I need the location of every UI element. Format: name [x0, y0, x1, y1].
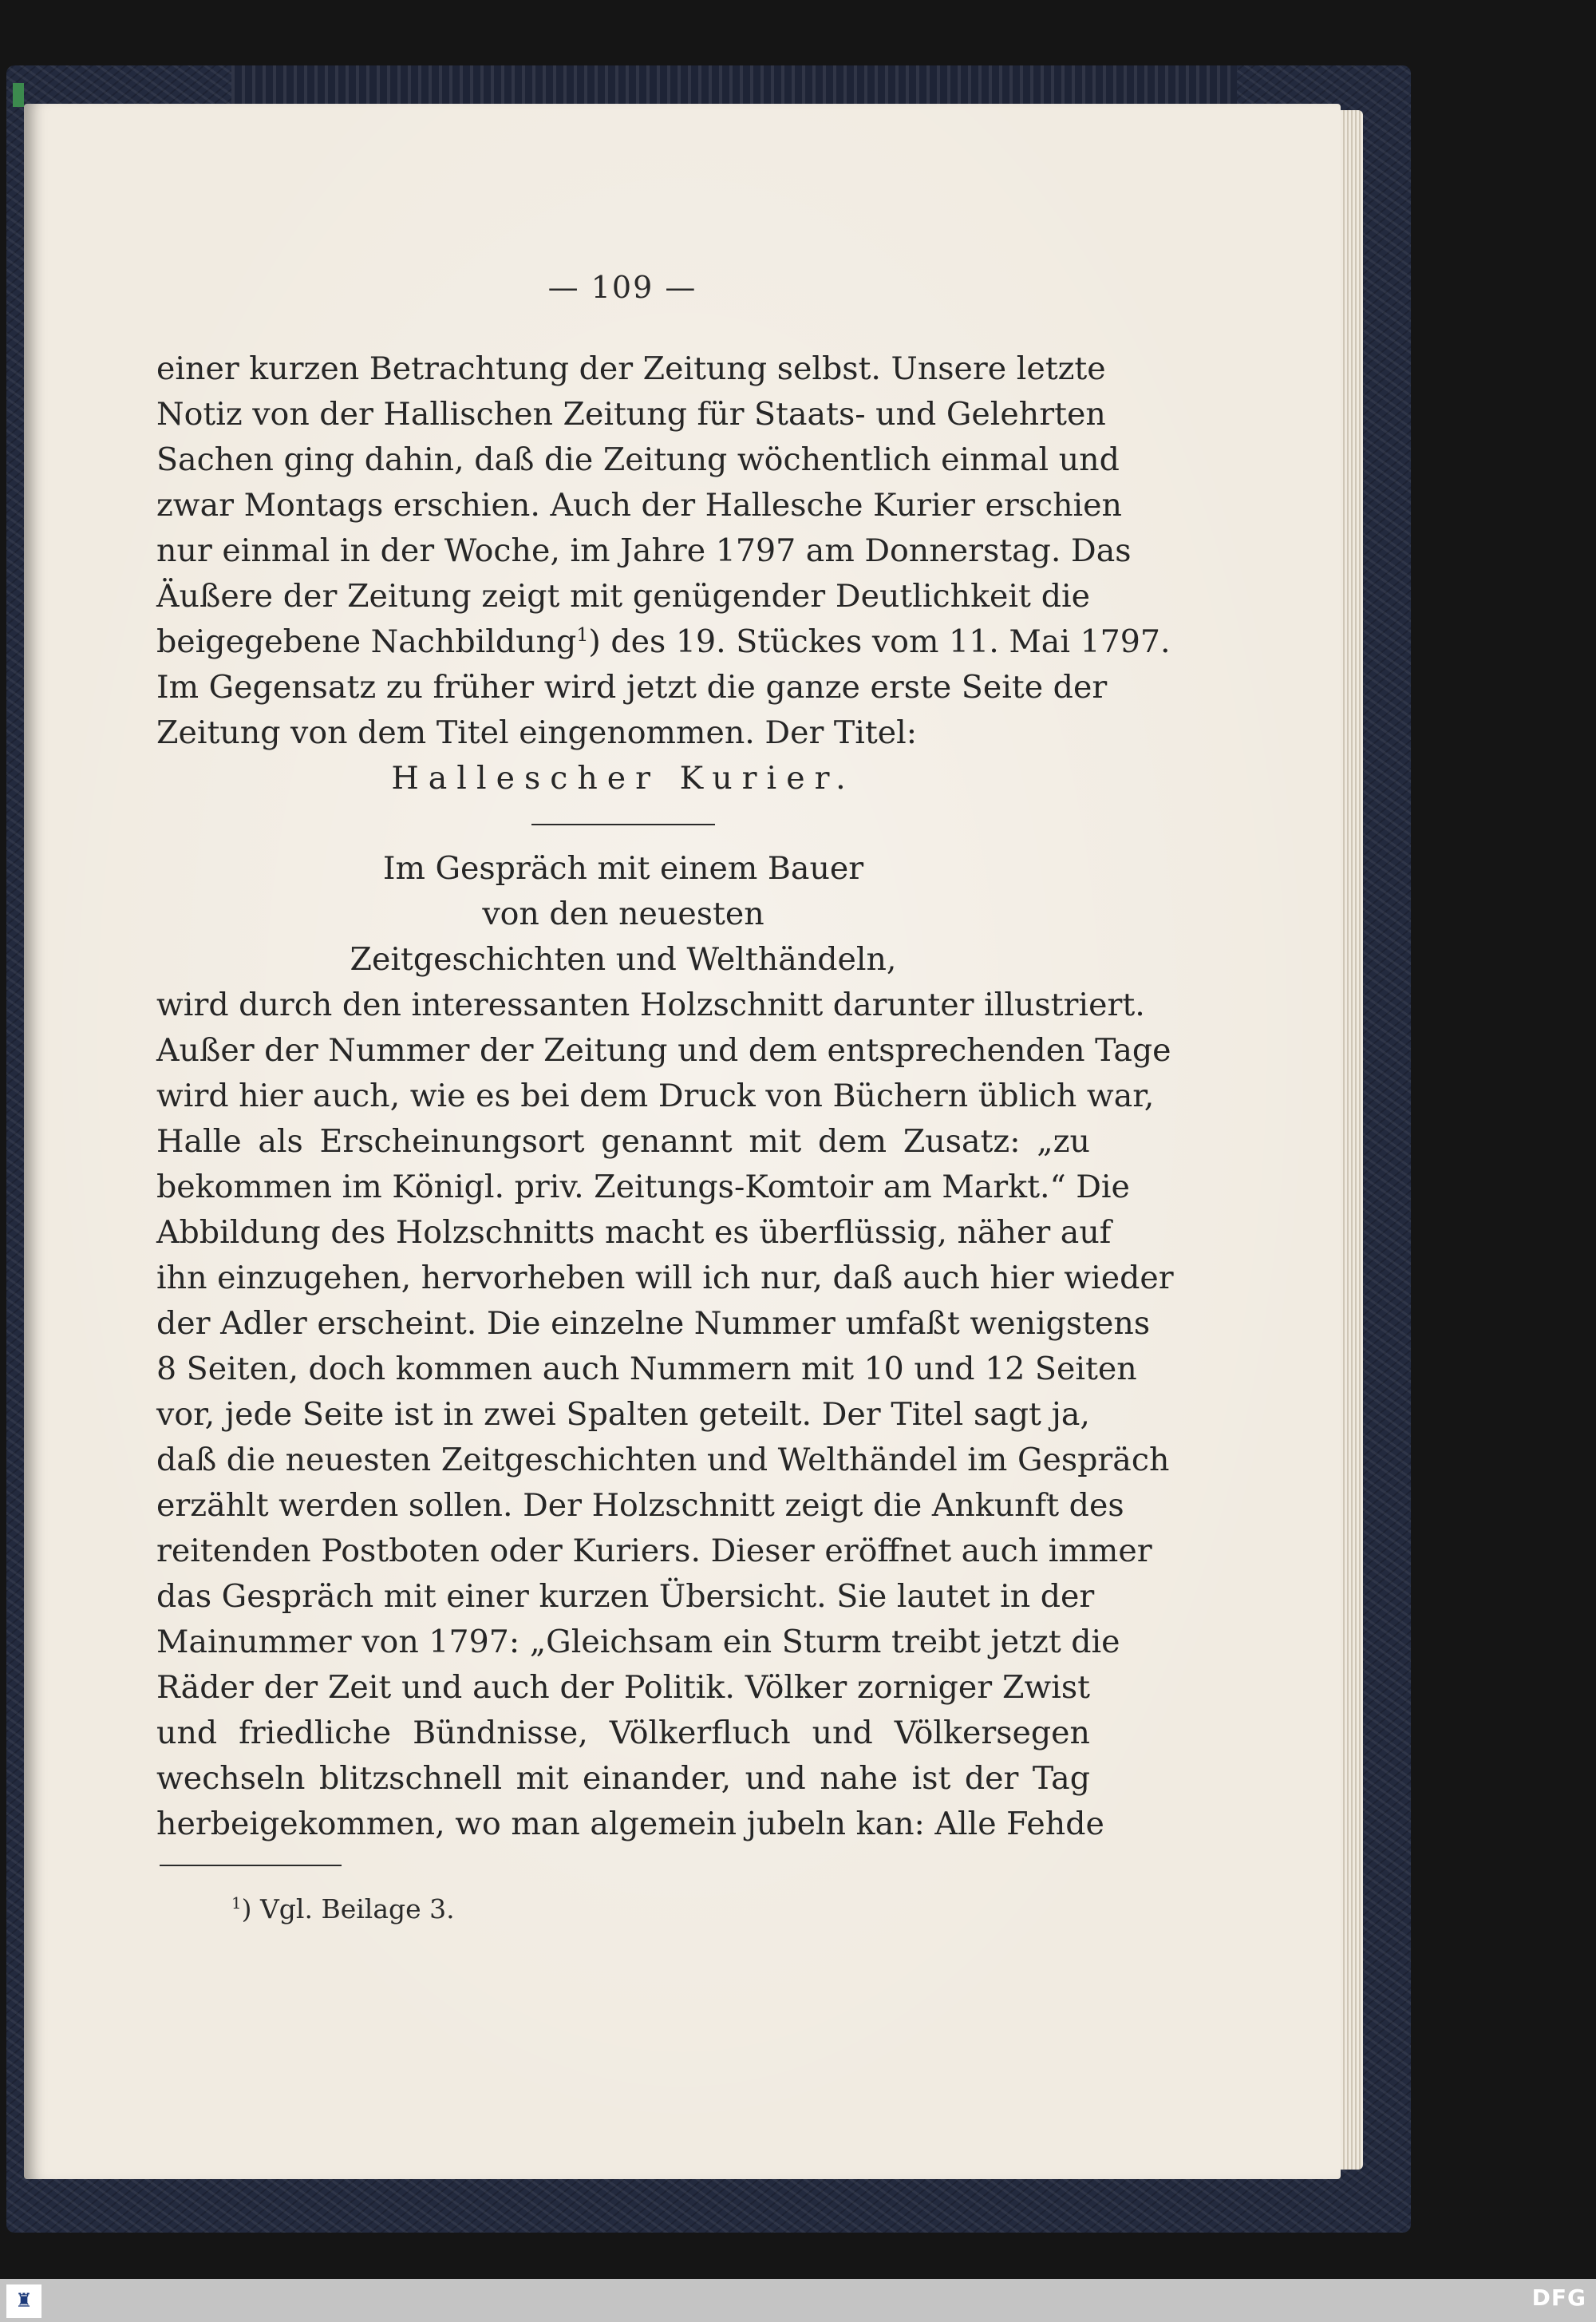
- page-number: — 109 —: [547, 270, 697, 305]
- text-line: zwar Montags erschien. Auch der Hallesche Kurier erschien: [156, 487, 1122, 524]
- text-line: daß die neuesten Zeitgeschichten und Welthändel im Gespräch: [156, 1442, 1170, 1478]
- text-line: Zeitung von dem Titel eingenommen. Der Titel:: [156, 714, 918, 751]
- text-line: erzählt werden sollen. Der Holzschnitt zeigt die Ankunft des: [156, 1487, 1124, 1524]
- cover-top-edge: [231, 65, 1237, 109]
- newspaper-title: Hallescher Kurier.: [391, 760, 855, 797]
- subtitle-line: von den neuesten: [482, 896, 764, 932]
- text-line: Notiz von der Hallischen Zeitung für Staats- und Gelehrten: [156, 396, 1106, 433]
- text-line-with-footnote-ref: [156, 619, 1171, 665]
- viewer-bottom-bar: [0, 2279, 1596, 2322]
- text-span: ) des 19. Stückes vom 11. Mai 1797.: [588, 623, 1171, 660]
- body-text: [156, 346, 1174, 1847]
- text-span: beigegebene Nachbildung: [156, 623, 577, 660]
- text-line: reitenden Postboten oder Kuriers. Dieser eröffnet auch immer: [156, 1533, 1152, 1569]
- subtitle-line: Zeitgeschichten und Welthändeln,: [350, 941, 897, 978]
- library-crest-icon[interactable]: ♜: [6, 2284, 41, 2318]
- text-line: Äußere der Zeitung zeigt mit genügender Deutlichkeit die: [156, 578, 1090, 615]
- text-line: Räder der Zeit und auch der Politik. Völker zorniger Zwist: [156, 1669, 1090, 1706]
- text-line: 8 Seiten, doch kommen auch Nummern mit 10 und 12 Seiten: [156, 1351, 1137, 1387]
- text-line: Mainummer von 1797: „Gleichsam ein Sturm treibt jetzt die: [156, 1624, 1120, 1660]
- text-line: nur einmal in der Woche, im Jahre 1797 am Donnerstag. Das: [156, 532, 1132, 569]
- paragraph-main: [156, 983, 1174, 1847]
- text-line: wechseln blitzschnell mit einander, und nahe ist der Tag: [156, 1760, 1090, 1797]
- footnote-divider: [160, 1865, 342, 1866]
- text-line: Halle als Erscheinungsort genannt mit dem Zusatz: „zu: [156, 1123, 1090, 1160]
- footnote-reference: 1: [576, 623, 589, 646]
- text-line: Sachen ging dahin, daß die Zeitung wöchentlich einmal und: [156, 441, 1120, 478]
- text-line: das Gespräch mit einer kurzen Übersicht. Sie lautet in der: [156, 1578, 1095, 1615]
- subtitle-line: Im Gespräch mit einem Bauer: [382, 850, 864, 887]
- text-line: Außer der Nummer der Zeitung und dem entsprechenden Tage: [156, 1032, 1171, 1069]
- footnote-text: ) Vgl. Beilage 3.: [241, 1893, 455, 1924]
- text-line: Abbildung des Holzschnitts macht es überflüssig, näher auf: [156, 1214, 1112, 1251]
- bookmark-edge: [13, 83, 24, 107]
- text-line: einer kurzen Betrachtung der Zeitung selbst. Unsere letzte: [156, 350, 1106, 387]
- text-line: vor, jede Seite ist in zwei Spalten geteilt. Der Titel sagt ja,: [156, 1396, 1090, 1433]
- text-line: Im Gegensatz zu früher wird jetzt die ganze erste Seite der: [156, 669, 1108, 706]
- text-line: und friedliche Bündnisse, Völkerfluch und Völkersegen: [156, 1715, 1090, 1751]
- paragraph-intro: [156, 346, 1171, 756]
- text-line: ihn einzugehen, hervorheben will ich nur, daß auch hier wieder: [156, 1260, 1174, 1296]
- title-divider: [531, 824, 715, 825]
- footnote: [231, 1893, 455, 1924]
- text-line: herbeigekommen, wo man algemein jubeln kan: Alle Fehde: [156, 1806, 1104, 1842]
- text-line: wird durch den interessanten Holzschnitt darunter illustriert.: [156, 987, 1145, 1023]
- footnote-marker: 1: [231, 1894, 242, 1913]
- text-line: bekommen im Königl. priv. Zeitungs-Komtoir am Markt.“ Die: [156, 1169, 1130, 1205]
- dfg-logo[interactable]: DFG: [1531, 2284, 1586, 2311]
- text-line: der Adler erscheint. Die einzelne Nummer umfaßt wenigstens: [156, 1305, 1151, 1342]
- text-line: wird hier auch, wie es bei dem Druck von Büchern üblich war,: [156, 1078, 1155, 1114]
